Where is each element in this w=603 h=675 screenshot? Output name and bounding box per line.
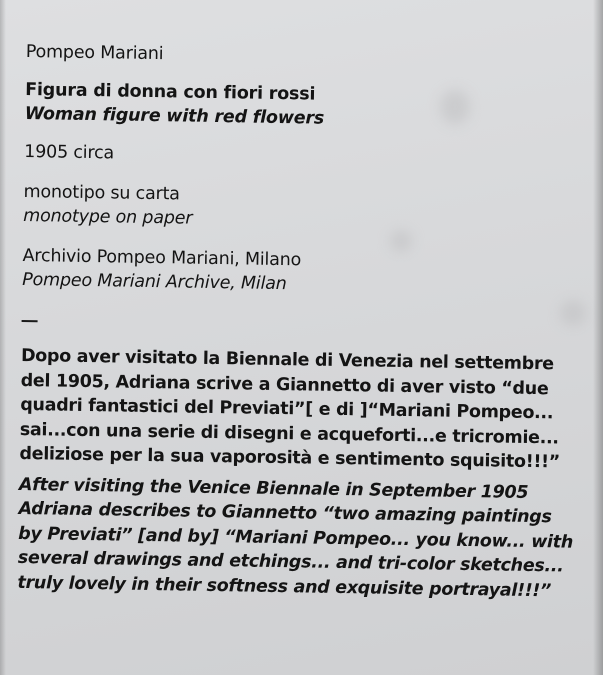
description-line: del 1905, Adriana scrive a Giannetto di aver visto “due [20,370,549,399]
description-italian [19,344,581,475]
description-line: Adriana describes to Giannetto “two amazing paintings [18,498,552,528]
description-line: by Previati” [and by] “Mariani Pompeo... you know... with [18,523,574,553]
photo-edge-shadow-left [0,0,6,675]
description-line: After visiting the Venice Biennale in September 1905 [18,474,529,503]
description-line: sai...con una serie di disegni e acqueforti...e tricromie... [19,419,559,448]
artist-name: Pompeo Mariani [25,41,164,65]
title-italian: Figura di donna con fiori rossi [25,79,316,105]
description-line: quadri fantastici del Previati”[ e di ]“Mariani Pompeo... [20,394,554,424]
description-line: several drawings and etchings... and tri-color sketches... [17,547,564,577]
description-line: Dopo aver visitato la Biennale di Venezia nel settembre [20,345,554,375]
collection-italian: Archivio Pompeo Mariani, Milano [22,245,302,271]
description-english [17,472,579,603]
medium-english: monotype on paper [23,205,193,229]
separator-dash [22,320,38,322]
description-line: truly lovely in their softness and exquisite portrayal!!!” [17,572,552,601]
photo-edge-shadow-right [593,0,603,675]
medium-italian: monotipo su carta [23,181,180,205]
artwork-label [17,40,586,604]
description-line: deliziose per la sua vaporosità e sentimento squisito!!!” [19,443,561,473]
collection-english: Pompeo Mariani Archive, Milan [22,269,287,295]
title-english: Woman figure with red flowers [24,103,325,129]
artwork-date: 1905 circa [24,141,115,164]
